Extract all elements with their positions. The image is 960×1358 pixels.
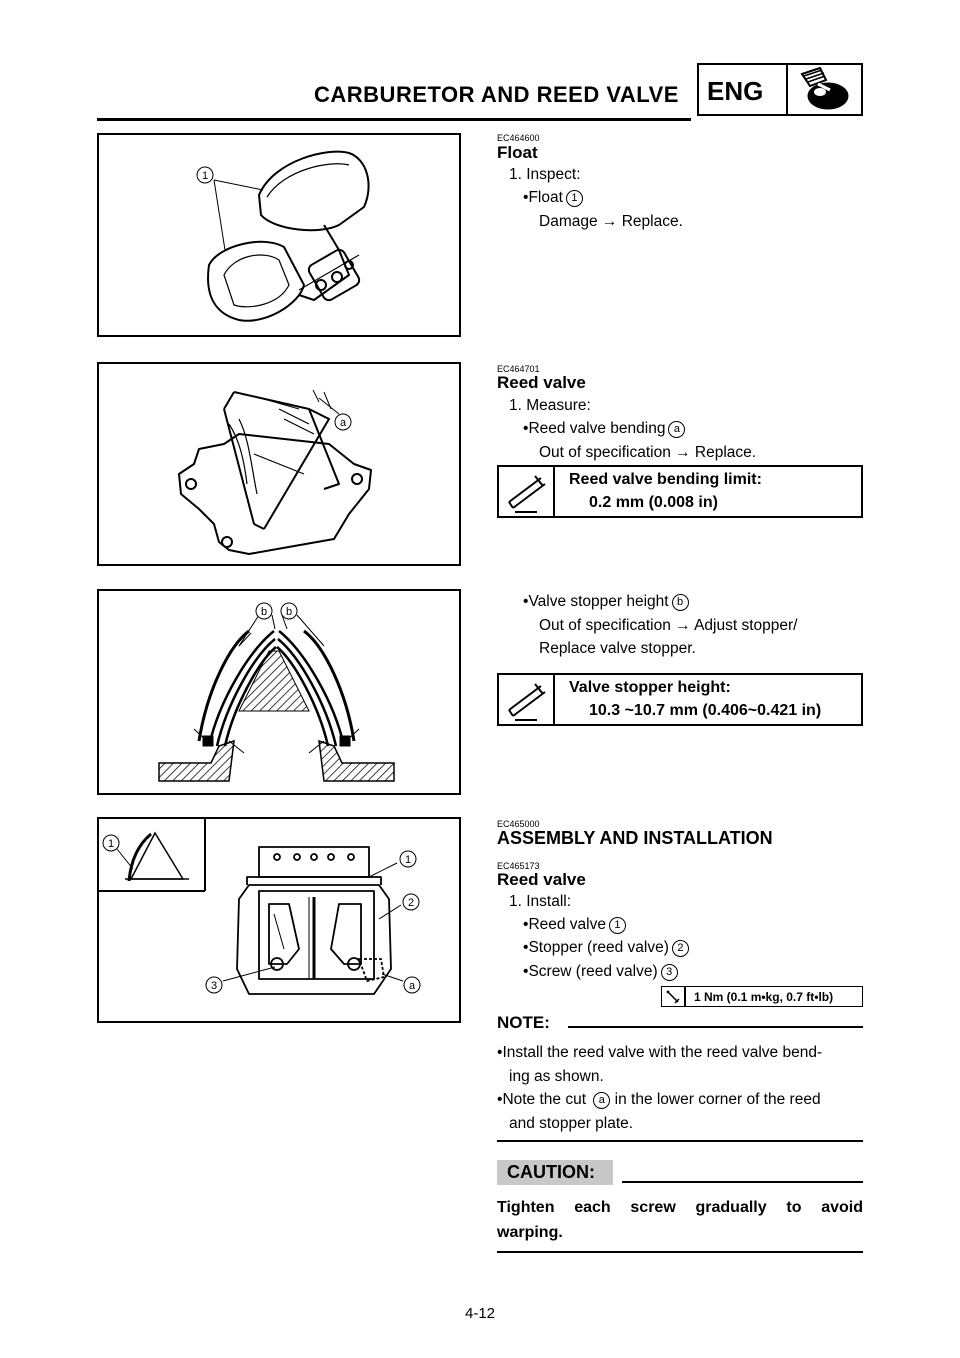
bullet-item: •Reed valve bending a — [523, 420, 685, 438]
subsection-heading: Reed valve — [497, 870, 586, 889]
spec-box — [497, 465, 863, 518]
fig-label: 1 — [404, 854, 412, 866]
caliper-icon — [505, 472, 549, 514]
fig-label: 1 — [201, 170, 209, 182]
section-heading: Float — [497, 143, 538, 162]
header-rule — [97, 118, 691, 121]
caution-text: warping. — [497, 1224, 563, 1241]
fig-label: a — [339, 417, 347, 429]
page-number: 4-12 — [464, 1305, 496, 1322]
note-bullet: •Install the reed valve with the reed valve bend- — [497, 1044, 823, 1061]
fig-label: 2 — [407, 897, 415, 909]
assembly-figure — [97, 817, 461, 1023]
bullet-item: •Float 1 — [523, 189, 583, 207]
fig-label: 1 — [107, 838, 115, 850]
note-bullet: •Note the cut a in the lower corner of the reed — [497, 1091, 821, 1108]
step-text: 1. Install: — [509, 893, 572, 910]
fig-label: b — [260, 606, 268, 618]
section-code: EC464701 — [497, 364, 540, 374]
note-label: NOTE: — [497, 1013, 550, 1032]
caution-end-rule — [497, 1251, 863, 1253]
fig-label: 3 — [210, 980, 218, 992]
result-text: Replace valve stopper. — [539, 640, 696, 657]
result-text: Damage → Replace. — [539, 213, 683, 230]
caution-label: CAUTION: — [507, 1162, 595, 1182]
caution-rule — [622, 1181, 863, 1183]
section-label: ENG — [707, 76, 764, 106]
note-rule — [568, 1026, 863, 1028]
caution-text: Tighten each screw gradually to avoid — [497, 1199, 863, 1216]
section-heading: Reed valve — [497, 373, 586, 392]
engine-piston-icon — [790, 66, 860, 114]
section-code: EC464600 — [497, 133, 540, 143]
fig-label: a — [408, 980, 416, 992]
spec-label: Valve stopper height: — [569, 679, 731, 696]
section-code: EC465000 — [497, 819, 540, 829]
note-end-rule — [497, 1140, 863, 1142]
reed-valve-figure — [97, 362, 461, 566]
note-bullet-cont: ing as shown. — [509, 1068, 604, 1085]
step-text: 1. Measure: — [509, 397, 591, 414]
torque-value: 1 Nm (0.1 m•kg, 0.7 ft•lb) — [694, 990, 834, 1004]
torque-wrench-icon — [665, 989, 681, 1005]
fig-label: b — [285, 606, 293, 618]
float-figure — [97, 133, 461, 337]
section-heading: ASSEMBLY AND INSTALLATION — [497, 828, 773, 848]
bullet-item: •Valve stopper height b — [523, 593, 689, 611]
spec-label: Reed valve bending limit: — [569, 471, 762, 488]
result-text: Out of specification → Adjust stopper/ — [539, 617, 798, 634]
section-tab-divider — [786, 63, 788, 116]
bullet-item: •Stopper (reed valve) 2 — [523, 939, 689, 957]
spec-box — [497, 673, 863, 726]
spec-value: 10.3 ~10.7 mm (0.406~0.421 in) — [589, 702, 822, 719]
page-title: CARBURETOR AND REED VALVE — [314, 82, 679, 107]
result-text: Out of specification → Replace. — [539, 444, 757, 461]
bullet-item: •Reed valve 1 — [523, 916, 626, 934]
note-bullet-cont: and stopper plate. — [509, 1115, 634, 1132]
torque-box — [661, 986, 863, 1007]
step-text: 1. Inspect: — [509, 166, 581, 183]
bullet-item: •Screw (reed valve) 3 — [523, 963, 678, 981]
valve-stopper-figure — [97, 589, 461, 795]
subsection-code: EC465173 — [497, 861, 540, 871]
caliper-icon — [505, 680, 549, 722]
spec-value: 0.2 mm (0.008 in) — [589, 494, 718, 511]
